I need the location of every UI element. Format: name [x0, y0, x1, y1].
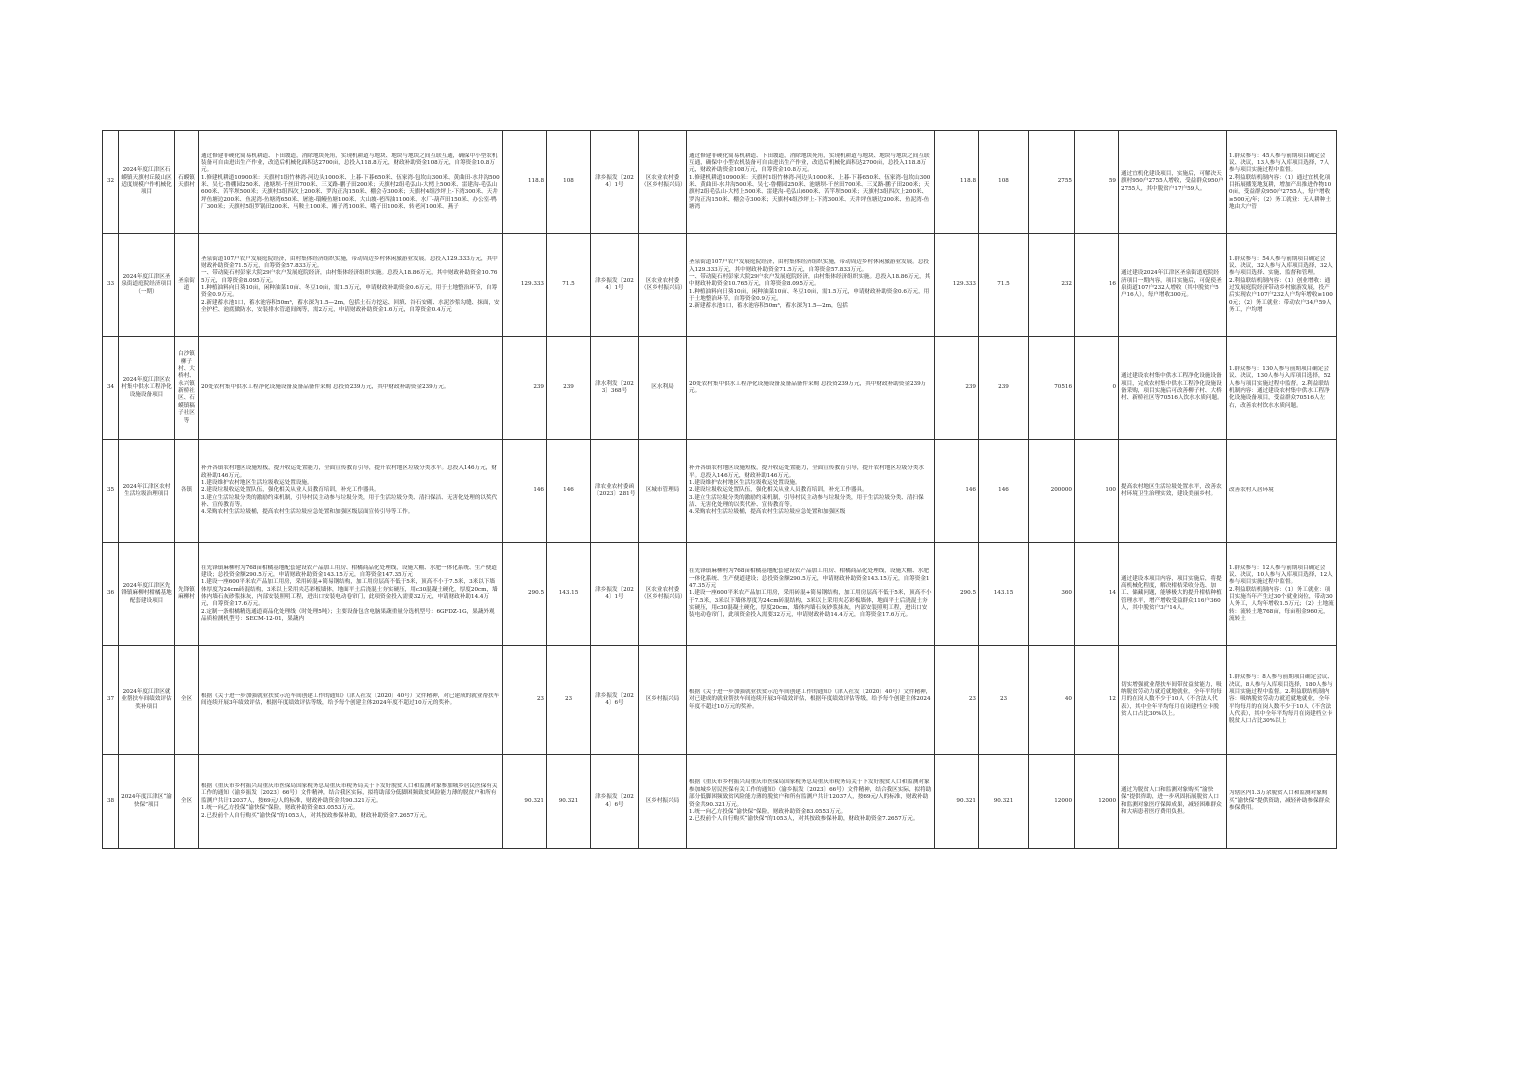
- construction-content: 20处农村集中供水工程净化设施设备及备品备件采购 总投资239万元，其中财政补助资金239万元。: [201, 384, 450, 391]
- completed-content: 通过修建非硬化简易机耕道、下田坡道，消除地块死角，实现机耕道与地块、地块与地块之间互联互通，确保中小型农机装备可自由进出生产作业，改造后机械化面积达2700亩，总投入118.8万元，财政补助资金108万元，自筹资金10.8万元。 1.修建机耕道10900米：天旗村1组竹林湾-河边头1000米、上暮-下暮650米、伍家湾-包坎山300米、黄曲田-水井沟500米、吴七-鲁棚园250米、池塘坝-千丝田700米、三叉路-鹏子田200米；天旗村2组毛弘山-大樗上500米、雷建沟-毛弘山600米、苦竿坝500米；天旗村3组四次上200米、罗沟正沟150米、棚会寺300米；天旗村4组沙坪上-下湾300米、天井坪鱼塘边200米、鱼泥湾-鱼塘湾: [689, 152, 931, 211]
- project-location-cell: [175, 646, 199, 755]
- construction-content: 根据《重庆市乡村振兴局重庆市医保局国家税务总局重庆市税务局关于下发好脱贫人口和监测对象参加城乡居民医保有关工作的通知（渝乡振发〔2023〕66号）文件精神，结合我区实际，拟将助部分低脚困频致贫风险能力薄的脱贫户和所有监测户共计12037人，按69元/人的标准，财政补助资金共90.321万元。 1.统一向乙方投保“渝快保”保险，财政补助资金83.0553万元。 2.已投前个人自行购买“渝快保”的1053人，对其按政参保补助，财政补助资金7.2657万元。: [201, 783, 498, 819]
- completed-content-cell: [687, 234, 935, 337]
- row-number-cell: [103, 131, 119, 234]
- poverty-beneficiary-count: 59: [1108, 178, 1116, 185]
- poverty-beneficiary-count-cell: [1075, 646, 1119, 755]
- benefit-mechanism: 为辖区内1.3万余脱贫人口和监测对象购买“渝快保”提供资助，减轻补助参保群众参保费用。: [1229, 790, 1330, 812]
- completed-fiscal-funds-cell: [979, 440, 1029, 543]
- performance-target: 通过宜机化建设项目，实施后，可解决天旗村950户2755人增收，受益群众950户2755人，其中脱贫户17户59人。: [1121, 170, 1224, 192]
- planned-fiscal-funds-cell: [547, 646, 591, 755]
- table-row: [103, 755, 1337, 849]
- project-name-cell: [119, 755, 175, 849]
- performance-target-cell: [1119, 755, 1227, 849]
- project-location-cell: [175, 543, 199, 646]
- responsible-department-cell: [639, 440, 687, 543]
- planned-total-investment: 90.321: [524, 797, 544, 804]
- planned-total-investment: 146: [533, 487, 544, 494]
- benefit-mechanism: 1.群众参与：54人参与前期项目确定会议、决议，32人参与入库项目选择，32人参与项目选择、实施、监督和管理。 2.利益联结机制内容：（1）创业增收：通过发展庭院经济带动乡村旅游发展，投产后实现农户107户232人户均年增收≥1000元；（2）务工就业：带动农户34户59人务工，户均增: [1229, 255, 1333, 314]
- approval-document: 津乡振发〔2024〕1号: [595, 277, 634, 291]
- responsible-department: 区乡村振兴局: [645, 797, 680, 804]
- approval-document-cell: [591, 646, 639, 755]
- responsible-department: 区水利局: [651, 384, 674, 391]
- performance-target-cell: [1119, 440, 1227, 543]
- approval-document: 津水利发〔2023〕368号: [595, 380, 634, 394]
- completed-fiscal-funds-cell: [979, 234, 1029, 337]
- project-name-cell: [119, 234, 175, 337]
- project-location-cell: [175, 755, 199, 849]
- completed-content: 根据《重庆市乡村振兴局重庆市医保局国家税务总局重庆市税务局关于下发好脱贫人口和监测对象参加城乡居民医保有关工作的通知》（渝乡振发〔2023〕66号）文件精神，结合我区实际，拟将助部分低脚困频致贫风险能力薄的脱贫户和所有监测户共计12037人，按69元/人的标准，财政补助资金共90.321万元。 1.统一向乙方投保“渝快保”保险，财政补助资金83.0553万元。 2.已投前个人自行购买“渝快保”的1053人，对其按政参保补助，财政补助资金7.2657万元。: [689, 779, 932, 823]
- row-number-cell: [103, 755, 119, 849]
- poverty-beneficiary-count-cell: [1075, 543, 1119, 646]
- approval-document: 津农业农村委函〔2023〕281号: [593, 483, 636, 497]
- performance-target: 通过为脱贫人口和监测对象购买“渝快保”提供咨助，进一步巩固拓展脱贫人口和监测对象医疗保障成果，减轻困难群众和大病患者医疗费用负担。: [1121, 786, 1222, 815]
- beneficiary-count: 232: [1061, 281, 1072, 288]
- beneficiary-count: 40: [1064, 696, 1072, 703]
- benefit-mechanism-cell: [1227, 543, 1337, 646]
- row-number: 32: [106, 178, 115, 185]
- completed-total-investment: 290.5: [959, 590, 976, 597]
- completed-total-investment: 146: [965, 487, 976, 494]
- beneficiary-count-cell: [1029, 234, 1075, 337]
- construction-content: 圣泉街道107户农户发展庭院经济，由村集体经济组织实施，带动周边乡村休闲旅游业发展。总投入129.333万元，其中财政补助资金71.5万元，自筹资金57.833万元。 一、带动陡石村彭家大院29户农户发展庭院经济，由村集体经济组织实施。总投入18.86万元，其中财政补助资金10.765万元，自筹资金8.095万元。 1.种植油料向日葵10亩，闲种油菜10亩、冬豆10亩，需1.5万元，申请财政补助资金0.6万元，用于土地整治环节，自筹资金0.9万元。 2.新建蓄水池1口，蓄水池容积50m³，蓄水深为1.5—2m，包括土石方挖运、回填、谷石安砌、水泥沙浆勾缝、抹面，安全护栏、池底做防水，安装排水管道间阀等，需2万元，申请财政补助资金1.6万元，自筹资金0.4万元: [201, 255, 500, 314]
- project-location: 圣泉街道: [178, 277, 195, 291]
- planned-fiscal-funds-cell: [547, 755, 591, 849]
- completed-total-investment: 129.333: [952, 281, 976, 288]
- construction-content-cell: [199, 131, 503, 234]
- beneficiary-count: 70516: [1054, 384, 1072, 391]
- beneficiary-count: 360: [1061, 590, 1072, 597]
- planned-total-investment-cell: [503, 337, 547, 440]
- approval-document: 津乡振发〔2024〕6号: [595, 794, 634, 808]
- completed-total-investment: 90.321: [956, 797, 976, 804]
- performance-target: 通过建设本项目内容，项目实施后，将提高机械化程度，解决柑桔采收分选、加工、储藏问题，能够极大的提升柑桔种植管理水平，增产增收受益群众116户360人，其中脱贫户3户14人。: [1121, 575, 1222, 612]
- row-number-cell: [103, 337, 119, 440]
- project-location-cell: [175, 440, 199, 543]
- benefit-mechanism-cell: [1227, 755, 1337, 849]
- planned-total-investment: 23: [536, 696, 544, 703]
- project-location-cell: [175, 234, 199, 337]
- completed-content-cell: [687, 755, 935, 849]
- completed-fiscal-funds: 239: [998, 384, 1009, 391]
- project-name-cell: [119, 337, 175, 440]
- responsible-department: 区乡村振兴局: [645, 696, 680, 703]
- row-number: 34: [106, 384, 115, 391]
- table-row: [103, 646, 1337, 755]
- poverty-beneficiary-count-cell: [1075, 440, 1119, 543]
- project-location: 白沙镇柳子村、大桥村、永兴镇新桥社区、石蟆镇稿子社区等: [178, 351, 195, 424]
- responsible-department-cell: [639, 337, 687, 440]
- benefit-mechanism: 1.群众参与：130人参与前期项目确定会议、决议，130人参与入库项目选择，52人参与项目实施过程中监督。2.利益联结机制内容：通过建设农村集中供水工程净化设施设备项目，受益群众70516人左右，改善农村饮水水质问题。: [1229, 365, 1331, 409]
- project-location: 全区: [180, 797, 193, 804]
- row-number: 35: [106, 487, 115, 494]
- construction-content-cell: [199, 543, 503, 646]
- completed-fiscal-funds-cell: [979, 646, 1029, 755]
- project-location-cell: [175, 337, 199, 440]
- project-name: 2024年度江津区就业帮扶车间绩效评估奖补项目: [121, 688, 172, 710]
- project-location-cell: [175, 131, 199, 234]
- completed-total-investment-cell: [935, 337, 979, 440]
- poverty-beneficiary-count: 12: [1108, 696, 1116, 703]
- beneficiary-count: 200000: [1050, 487, 1072, 494]
- planned-fiscal-funds-cell: [547, 440, 591, 543]
- poverty-beneficiary-count: 16: [1108, 281, 1116, 288]
- construction-content-cell: [199, 234, 503, 337]
- planned-total-investment-cell: [503, 646, 547, 755]
- row-number-cell: [103, 646, 119, 755]
- benefit-mechanism: 改善农村人居环境: [1229, 487, 1274, 494]
- completed-total-investment: 239: [965, 384, 976, 391]
- construction-content: 在先锋镇麻柳村为768亩柑橘基地配套建设农产品加工用房、柑橘商品化处理线，设施大棚、水肥一体化系统、生产便道建设；总投资金额290.5万元，申请财政补助资金143.15万元，自筹资金147.35万元 1.建设一座600平米农产品加工用房，采用砖混+简易钢结构，加工用房层高不低于5米，顶高不小于7.5米，3米以下墙体厚度为24cm砖混结构，3米以上采用夹芯彩板墙体，地面平土后浇混土夯实硬压，用c30混凝土硬化，厚度20cm，墙体内墙石灰砂浆抹灰，内部安装照明工程，进出口安装电动卷帘门，此项资金投入需要32万元，申请财政补助14.4万元，自筹资金17.6万元。 2.定制一条柑橘精选通道商品化处理线（时处理5吨）；主要设备包含电脑果蔬重量分选机型号：6GFDZ-1G，果蔬外观品质检测机型号：SECM-12-01，果蔬内: [201, 564, 498, 623]
- construction-content-cell: [199, 646, 503, 755]
- poverty-beneficiary-count-cell: [1075, 337, 1119, 440]
- benefit-mechanism-cell: [1227, 440, 1337, 543]
- row-number: 36: [106, 590, 115, 597]
- row-number-cell: [103, 543, 119, 646]
- completed-total-investment-cell: [935, 234, 979, 337]
- row-number: 38: [106, 797, 115, 804]
- benefit-mechanism-cell: [1227, 337, 1337, 440]
- construction-content-cell: [199, 440, 503, 543]
- completed-fiscal-funds: 146: [998, 487, 1009, 494]
- project-location: 石蟆镇天旗村: [178, 174, 195, 188]
- performance-target-cell: [1119, 543, 1227, 646]
- responsible-department: 区农业农村委（区乡村振兴局）: [641, 586, 686, 600]
- completed-content-cell: [687, 543, 935, 646]
- approval-document-cell: [591, 131, 639, 234]
- poverty-beneficiary-count: 100: [1105, 487, 1116, 494]
- project-name: 2024年度江津区“渝快保”项目: [121, 794, 172, 808]
- responsible-department: 区农业农村委（区乡村振兴局）: [641, 277, 686, 291]
- project-name: 2024年江津区农村生活垃圾治理项目: [122, 483, 171, 497]
- project-table: [102, 130, 1337, 849]
- planned-total-investment: 239: [533, 384, 544, 391]
- project-location: 先锋镇麻柳村: [178, 586, 195, 600]
- completed-content: 根据《关于进一步加强就业扶贫示范车间创建工作的通知》（津人社发〔2020〕40号）文件精神，对已建成的就业帮扶车间连续开展3年绩效评估，根据年度绩效评估等级，给予每个创建主体2024年度不超过10万元的奖补。: [689, 688, 932, 710]
- planned-fiscal-funds: 108: [563, 178, 574, 185]
- planned-fiscal-funds-cell: [547, 131, 591, 234]
- planned-fiscal-funds: 143.15: [558, 590, 579, 597]
- project-name: 2024年度江津区圣泉街道庭院经济项目（一期）: [121, 273, 172, 295]
- completed-fiscal-funds-cell: [979, 543, 1029, 646]
- planned-total-investment-cell: [503, 234, 547, 337]
- beneficiary-count: 2755: [1057, 178, 1072, 185]
- completed-fiscal-funds: 108: [998, 178, 1009, 185]
- performance-target: 通过建设农村集中供水工程净化设施设备项目，完成农村集中供水工程净化设施设备采购，项目实施后可改善柳子村、大桥村、新桥社区等70516人饮水水质问题。: [1121, 373, 1223, 402]
- row-number: 37: [106, 696, 115, 703]
- row-number: 33: [106, 281, 115, 288]
- construction-content: 通过修建非硬化简易机耕道、下田坡道，消除地块死角，实现机耕道与地块、地块与地块之间互联互通，确保中小型农机装备可自由进出生产作业，改造后机械化面积达2700亩，总投入118.8万元，财政补助资金108万元，自筹资金10.8万元。 1.修建机耕道10900米：天旗村1组竹林湾-河边头1000米、上暮-下暮650米、伍家湾-包坎山300米、黄曲田-水井沟500米、吴七-鲁棚园250米、池塘坝-千丝田700米、三叉路-鹏子田200米；天旗村2组毛弘山-大樗上500米、雷建沟-毛弘山600米、苦竿坝500米；天旗村3组四次上200米、罗沟正沟150米、棚会寺300米；天旗村4组沙坪上-下湾300米、天井坪鱼塘边200米、鱼泥湾-鱼塘湾650米、屠池-環鳗鱼塘100米、大山坡-老四油1100米、水厂-葫芦田150米、办公室-鸭厂300米；天旗村5组罗锅田200米、马鞍土100米、湘子湾100米、嘴子田100米、转老河100米、燕子: [201, 152, 500, 211]
- construction-content: 补齐各镇农村地区设施短板，提升收运处置能力，全面宣传教育引导，提升农村地区垃圾分类水平。总投入146万元，财政补助146万元。 1.建设维护农村地区生活垃圾收运处置设施。 2.建设垃圾收运处置队伍，强化相关从业人员教育培训，补充工作器具。 3.建立生活垃圾分类的激励约束机制，引导村民主动参与垃圾分类，用于生活垃圾分类、清扫保洁、无害化处理的以奖代补、宣传教育等。 4.采购农村生活垃圾桶，提高农村生活垃圾应急处置和加强区级层面宣传引导等工作。: [201, 465, 498, 516]
- approval-document: 津乡振发〔2024〕6号: [595, 692, 634, 706]
- completed-content-cell: [687, 131, 935, 234]
- beneficiary-count-cell: [1029, 543, 1075, 646]
- completed-content: 圣泉街道107户农户发展庭院经济，由村集体经济组织实施，带动周边乡村休闲旅游业发展。总投入129.333万元，其中财政补助资金71.5万元，自筹资金57.833万元。 一、带动陡石村彭家大院29户农户发展庭院经济，由村集体经济组织实施。总投入18.86万元，其中财政补助资金10.765万元，自筹资金8.095万元。 1.种植油料向日葵10亩，闲种油菜10亩、冬豆10亩，需1.5万元，申请财政补助资金0.6万元，用于土地整治环节，自筹资金0.9万元。 2.新建蓄水池1口，蓄水池容积50m³，蓄水深为1.5—2m，包括: [689, 259, 931, 310]
- completed-total-investment: 118.8: [959, 178, 976, 185]
- approval-document-cell: [591, 440, 639, 543]
- planned-total-investment: 118.8: [527, 178, 544, 185]
- completed-total-investment-cell: [935, 646, 979, 755]
- benefit-mechanism-cell: [1227, 234, 1337, 337]
- project-name-cell: [119, 440, 175, 543]
- completed-content: 20处农村集中供水工程净化设施设备及备品备件采购 总投资239万元，其中财政补助资金239万元。: [689, 380, 927, 394]
- planned-total-investment: 129.333: [520, 281, 544, 288]
- row-number-cell: [103, 440, 119, 543]
- completed-fiscal-funds: 23: [999, 696, 1008, 703]
- completed-total-investment-cell: [935, 543, 979, 646]
- beneficiary-count-cell: [1029, 337, 1075, 440]
- planned-fiscal-funds: 239: [563, 384, 574, 391]
- benefit-mechanism: 1.群众参与：8人参与前期项目确定会议、决议，8人参与入库项目选择，180人参与项目实施过程中监督。2.利益联结机制内容：吸纳脱贫劳动力就近就地就业，全年平均每月的在岗人数不少于10人（不含法人代表），其中全年平均每月在岗建档立卡脱贫人口占比30%以上: [1229, 674, 1333, 725]
- responsible-department-cell: [639, 131, 687, 234]
- table-row: [103, 234, 1337, 337]
- project-name: 2024年度江津区石蟆镇天旗村丘陵山区适度规模户作机械化项目: [121, 167, 172, 196]
- project-location: 各镇: [180, 487, 193, 494]
- poverty-beneficiary-count: 12000: [1098, 797, 1116, 804]
- approval-document-cell: [591, 543, 639, 646]
- performance-target: 提高农村地区生活垃圾处置水平，改善农村环境卫生治理实效，建设美丽乡村。: [1121, 483, 1222, 497]
- project-name-cell: [119, 543, 175, 646]
- planned-fiscal-funds-cell: [547, 234, 591, 337]
- performance-target: 通过建设2024年江津区圣泉街道庭院经济项目一期内容，项目实施后，可促使圣泉街道107户232人增收（其中脱贫户5户16人），每户增收300元。: [1121, 270, 1222, 299]
- completed-total-investment: 23: [968, 696, 976, 703]
- completed-fiscal-funds: 143.15: [993, 590, 1014, 597]
- benefit-mechanism: 1.群众参与：45人参与前期项目确定会议、决议，13人参与入库项目选择，7人参与项目实施过程中监督。 2.利益联结机制内容：（1）通过宜机化项目拓展播笼地复耕，增加产出推进作物100亩，受益群众950户2755人，每户增收≥500元/年；（2）务工就业：无人耕种土地由大户管: [1229, 152, 1332, 211]
- approval-document: 津乡振发〔2024〕1号: [595, 586, 634, 600]
- planned-total-investment-cell: [503, 131, 547, 234]
- responsible-department-cell: [639, 234, 687, 337]
- beneficiary-count-cell: [1029, 440, 1075, 543]
- performance-target-cell: [1119, 646, 1227, 755]
- poverty-beneficiary-count: 14: [1108, 590, 1116, 597]
- table-row: [103, 543, 1337, 646]
- completed-content: 补齐各镇农村地区设施短板，提升收运处置能力，全面宣传教育引导，提升农村地区垃圾分类水平。总投入146万元，财政补助146万元。 1.建设维护农村地区生活垃圾收运处置设施。 2.建设垃圾收运处置队伍，强化相关从业人员教育培训，补充工作器具。 3.建立生活垃圾分类的激励约束机制，引导村民主动参与垃圾分类，用于生活垃圾分类、清扫保洁、无害化处理的以奖代补、宣传教育等。 4.采购农村生活垃圾桶，提高农村生活垃圾应急处置和加强区级: [689, 465, 924, 516]
- planned-fiscal-funds-cell: [547, 543, 591, 646]
- planned-total-investment: 290.5: [527, 590, 544, 597]
- planned-total-investment-cell: [503, 543, 547, 646]
- table-row: [103, 440, 1337, 543]
- benefit-mechanism-cell: [1227, 646, 1337, 755]
- completed-fiscal-funds-cell: [979, 337, 1029, 440]
- planned-fiscal-funds: 71.5: [562, 281, 575, 288]
- beneficiary-count-cell: [1029, 646, 1075, 755]
- completed-content-cell: [687, 440, 935, 543]
- project-name: 2024年度江津区农村集中供水工程净化设施设备项目: [121, 376, 172, 398]
- performance-target-cell: [1119, 234, 1227, 337]
- beneficiary-count: 12000: [1054, 797, 1072, 804]
- performance-target: 切实增强就业帮扶车间带贫益贫能力，吸纳脱贫劳动力就近就地就业，全年平均每月的在岗人数不少于10人（不含法人代表），其中全年平均每月在岗建档立卡脱贫人口占比30%以上。: [1121, 681, 1222, 718]
- planned-fiscal-funds-cell: [547, 337, 591, 440]
- completed-content-cell: [687, 337, 935, 440]
- poverty-beneficiary-count: 0: [1112, 384, 1116, 391]
- poverty-beneficiary-count-cell: [1075, 755, 1119, 849]
- project-name: 2024年度江津区先锋镇麻柳村柑橘基地配套建设项目: [121, 582, 172, 604]
- performance-target-cell: [1119, 337, 1227, 440]
- beneficiary-count-cell: [1029, 131, 1075, 234]
- benefit-mechanism: 1.群众参与：12人参与前期项目确定会议、决议，10人参与入库项目选择，12人参与项目实施过程中监督。 2.利益联结机制内容：（1）务工就业：项目实施当年产生过30个就业岗位，带动30人务工，人均年增收1.5万元；（2）土地流转：流转土地768亩，每亩租金960元，流转土: [1229, 564, 1334, 623]
- completed-content-cell: [687, 646, 935, 755]
- planned-fiscal-funds: 146: [563, 487, 574, 494]
- completed-fiscal-funds-cell: [979, 755, 1029, 849]
- table-row: [103, 337, 1337, 440]
- responsible-department-cell: [639, 646, 687, 755]
- completed-fiscal-funds: 71.5: [997, 281, 1010, 288]
- planned-total-investment-cell: [503, 440, 547, 543]
- completed-fiscal-funds-cell: [979, 131, 1029, 234]
- approval-document-cell: [591, 337, 639, 440]
- project-name-cell: [119, 131, 175, 234]
- project-location: 全区: [180, 696, 193, 703]
- table-row: [103, 131, 1337, 234]
- performance-target-cell: [1119, 131, 1227, 234]
- completed-content: 在先锋镇麻柳村为768亩柑橘基地配套建设农产品加工用房、柑橘商品化处理线，设施大棚、水肥一体化系统、生产便道建设；总投资金额290.5万元，申请财政补助资金143.15万元，自筹资金147.35万元 1.建设一座600平米农产品加工用房，采用砖混+简易钢结构，加工用房层高不低于5米，顶高不小于7.5米，3米以下墙体厚度为24cm砖混结构，3米以上采用夹芯彩板墙体，地面平土后浇混土夯实硬压，用c30混凝土硬化，厚度20cm，墙体内墙石灰砂浆抹灰，内部安装照明工程，进出口安装电动卷帘门，此项资金投入需要32万元，申请财政补助14.4万元，自筹资金17.6万元。: [689, 568, 932, 619]
- responsible-department-cell: [639, 543, 687, 646]
- benefit-mechanism-cell: [1227, 131, 1337, 234]
- approval-document-cell: [591, 755, 639, 849]
- beneficiary-count-cell: [1029, 755, 1075, 849]
- approval-document-cell: [591, 234, 639, 337]
- row-number-cell: [103, 234, 119, 337]
- completed-total-investment-cell: [935, 131, 979, 234]
- approval-document: 津乡振发〔2024〕1号: [595, 174, 634, 188]
- planned-fiscal-funds: 90.321: [558, 797, 579, 804]
- planned-fiscal-funds: 23: [564, 696, 573, 703]
- project-name-cell: [119, 646, 175, 755]
- completed-fiscal-funds: 90.321: [993, 797, 1014, 804]
- responsible-department-cell: [639, 755, 687, 849]
- planned-total-investment-cell: [503, 755, 547, 849]
- poverty-beneficiary-count-cell: [1075, 131, 1119, 234]
- completed-total-investment-cell: [935, 755, 979, 849]
- poverty-beneficiary-count-cell: [1075, 234, 1119, 337]
- construction-content-cell: [199, 755, 503, 849]
- construction-content-cell: [199, 337, 503, 440]
- responsible-department: 区农业农村委（区乡村振兴局）: [641, 174, 686, 188]
- construction-content: 根据《关于进一步加强就业扶贫示范车间创建工作的通知》（津人社发〔2020〕40号）文件精神，对已建成的就业帮扶车间连续开展3年绩效评估，根据年度绩效评估等级，给予每个创建主体2024年度不超过10万元的奖补。: [201, 692, 500, 706]
- completed-total-investment-cell: [935, 440, 979, 543]
- responsible-department: 区城市管理局: [645, 487, 680, 494]
